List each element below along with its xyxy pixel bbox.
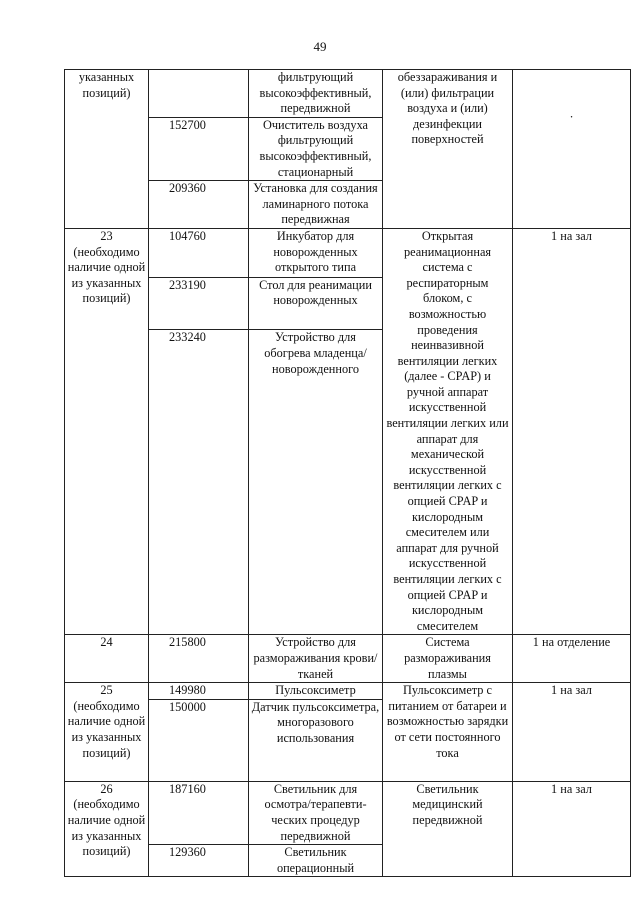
name-cell: Устройство для обогрева младенца/ новорожденного <box>249 330 383 635</box>
position-number-cell: 26 (необходимо наличие одной из указанных позиций) <box>65 781 149 877</box>
name-cell: фильтрующий высокоэффективный, передвижной <box>249 70 383 118</box>
table-row <box>65 228 631 277</box>
table-row <box>65 683 631 700</box>
code-cell: 187160 <box>149 781 249 844</box>
position-number-cell: 24 <box>65 635 149 683</box>
table-row <box>65 70 631 118</box>
name-cell: Очиститель воздуха фильтрующий высокоэффективный, стационарный <box>249 117 383 180</box>
code-cell: 150000 <box>149 699 249 781</box>
position-number-cell: 23 (необходимо наличие одной из указанных позиций) <box>65 228 149 634</box>
position-number-cell: 25 (необходимо наличие одной из указанных позиций) <box>65 683 149 782</box>
quantity-mark: · <box>569 110 574 124</box>
code-cell: 152700 <box>149 117 249 180</box>
code-cell: 209360 <box>149 181 249 229</box>
code-cell <box>149 70 249 118</box>
code-cell: 215800 <box>149 635 249 683</box>
description-cell: Открытая реанимационная система с респираторным блоком, с возможностью проведения неинвазивной вентиляции легких (далее - CPAP) и ручной аппарат искусственной вентиляции легких или аппарат для механической искусственной вентиляции легких с опцией CPAP и кислородным смесителем или аппарат для ручной искусственной вентиляции легких с опцией CPAP и кислородным смесителем <box>383 228 513 634</box>
name-cell: Пульсоксиметр <box>249 683 383 700</box>
code-cell: 233190 <box>149 277 249 330</box>
name-cell: Устройство для размораживания крови/тканей <box>249 635 383 683</box>
quantity-cell: 1 на зал <box>513 781 631 877</box>
quantity-cell: 1 на зал <box>513 228 631 634</box>
description-cell: Система размораживания плазмы <box>383 635 513 683</box>
name-cell: Светильник операционный <box>249 845 383 877</box>
code-cell: 129360 <box>149 845 249 877</box>
name-cell: Датчик пульсоксиметра, многоразового использования <box>249 699 383 781</box>
quantity-cell: 1 на отделение <box>513 635 631 683</box>
description-cell: Светильник медицинский передвижной <box>383 781 513 877</box>
quantity-cell: 1 на зал <box>513 683 631 782</box>
table-row <box>65 635 631 683</box>
code-cell: 104760 <box>149 228 249 277</box>
position-number-cell: указанных позиций) <box>65 70 149 229</box>
name-cell: Светильник для осмотра/терапевти-ческих процедур передвижной <box>249 781 383 844</box>
equipment-table <box>64 69 631 877</box>
code-cell: 149980 <box>149 683 249 700</box>
description-cell: обеззараживания и (или) фильтрации воздуха и (или) дезинфекции поверхностей <box>383 70 513 229</box>
name-cell: Стол для реанимации новорожденных <box>249 277 383 330</box>
page-number: 49 <box>313 39 327 54</box>
quantity-cell <box>513 70 631 229</box>
name-cell: Инкубатор для новорожденных открытого типа <box>249 228 383 277</box>
code-cell: 233240 <box>149 330 249 635</box>
name-cell: Установка для создания ламинарного потока передвижная <box>249 181 383 229</box>
description-cell: Пульсоксиметр с питанием от батареи и возможностью зарядки от сети постоянного тока <box>383 683 513 782</box>
table-row <box>65 781 631 844</box>
